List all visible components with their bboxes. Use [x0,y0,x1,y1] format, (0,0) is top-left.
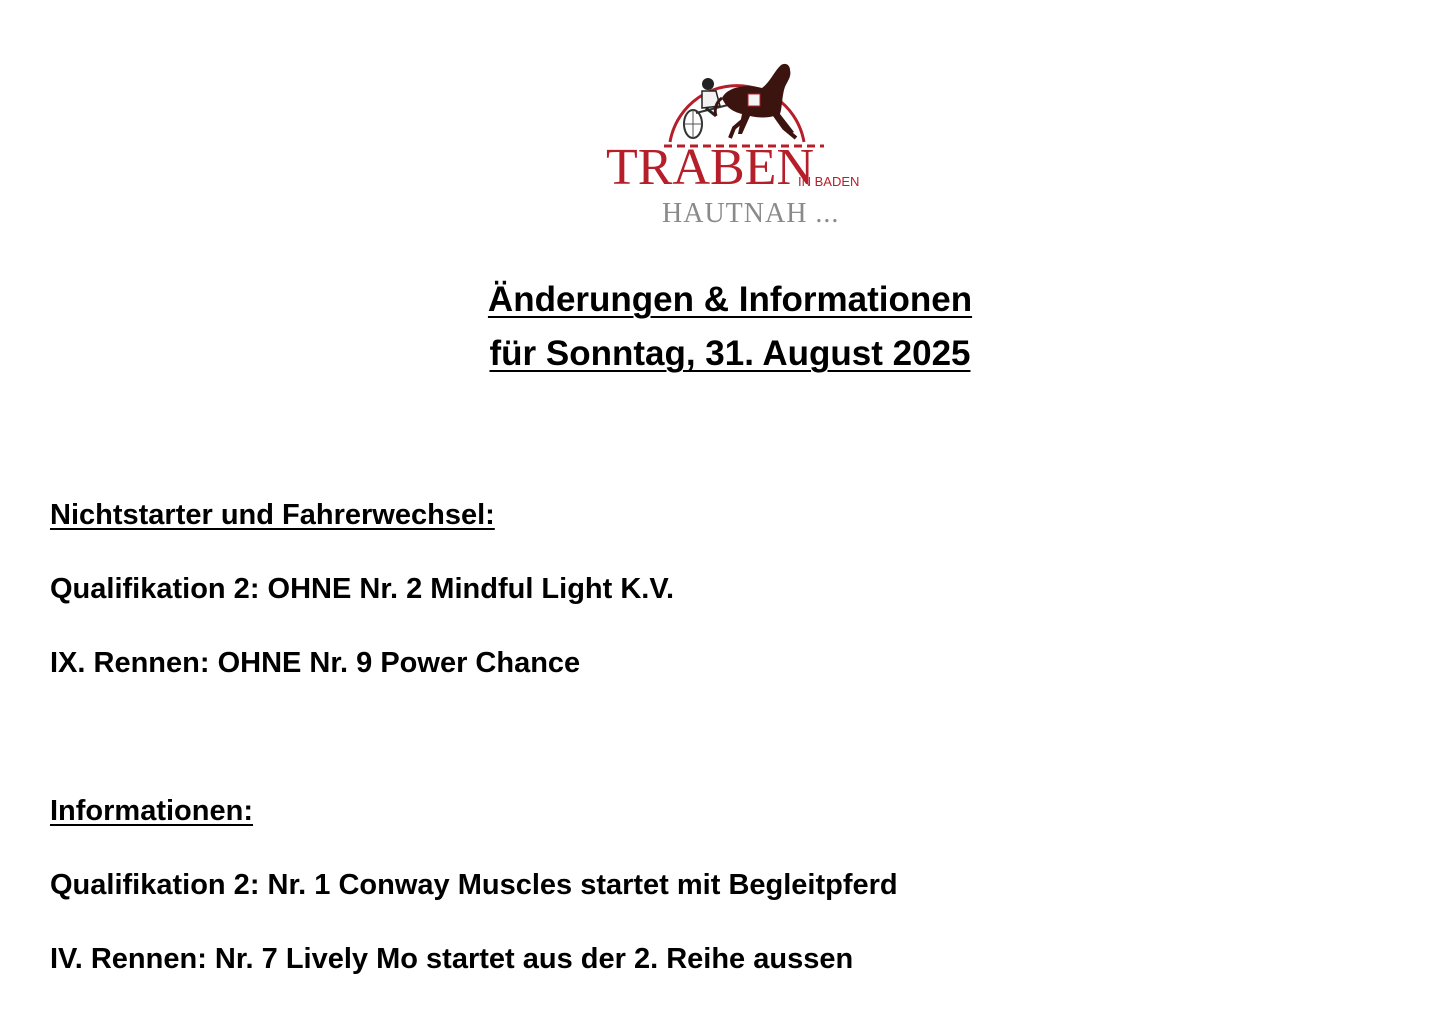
logo-wordmark: TRABEN [606,139,814,196]
section-heading-nichtstarter: Nichtstarter und Fahrerwechsel: [50,499,495,531]
traben-in-baden-logo [598,58,868,234]
entry-item: Qualifikation 2: OHNE Nr. 2 Mindful Light K.V. [50,573,675,605]
document-title-line-2: für Sonntag, 31. August 2025 [489,334,971,373]
entry-item: IV. Rennen: Nr. 7 Lively Mo startet aus der 2. Reihe aussen [50,943,854,975]
logo-subtitle: IN BADEN [798,174,860,189]
section-heading-informationen: Informationen: [50,795,253,827]
entry-item: Qualifikation 2: Nr. 1 Conway Muscles startet mit Begleitpferd [50,869,898,901]
logo-tagline: HAUTNAH ... [662,198,840,229]
document-title-line-1: Änderungen & Informationen [487,280,973,319]
entry-item: IX. Rennen: OHNE Nr. 9 Power Chance [50,647,581,679]
